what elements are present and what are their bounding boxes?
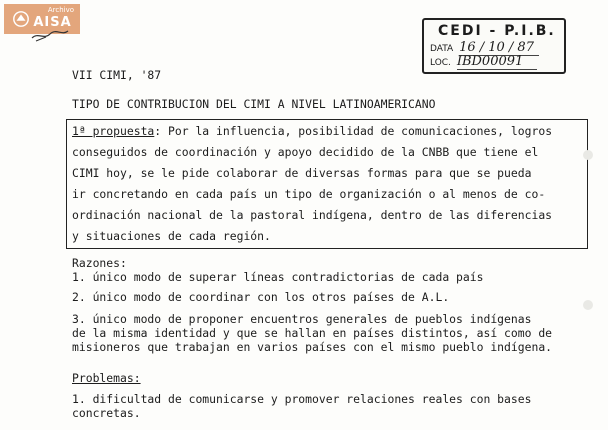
proposal-line: ir concretando en cada país un tipo de organización o al menos de co-: [72, 187, 546, 201]
punch-hole-mark: [583, 150, 593, 160]
problemas-item: 1. dificultad de comunicarse y promover relaciones reales con bases: [72, 392, 532, 406]
proposal-line: CIMI hoy, se le pide colaborar de diversas formas para que se pueda: [72, 166, 532, 180]
proposal-line: [72, 124, 552, 138]
stamp-loc-label: LOC.: [430, 58, 451, 68]
razones-item: misioneros que trabajan en varios países con el mismo pueblo indígena.: [72, 340, 553, 354]
stamp-date-value: 16 / 10 / 87: [459, 40, 539, 56]
logo-small-text: Archivo: [47, 6, 74, 14]
stamp-loc-row: [430, 54, 537, 70]
document-header-line: VII CIMI, '87: [72, 68, 162, 82]
razones-item: de la misma identidad y que se hallan en países distintos, así como de: [72, 326, 553, 340]
handwritten-mark-icon: [30, 28, 70, 42]
razones-item: 3. único modo de proponer encuentros generales de pueblos indígenas: [72, 312, 532, 326]
proposal-line: ordinación nacional de la pastoral indígena, dentro de las diferencias: [72, 208, 553, 222]
razones-item: 1. único modo de superar líneas contradictorias de cada país: [72, 270, 484, 284]
stamp-title: CEDI - P.I.B.: [438, 23, 556, 39]
proposal-line: y situaciones de cada región.: [72, 229, 271, 243]
razones-item: 2. único modo de coordinar con los otros países de A.L.: [72, 290, 450, 304]
punch-hole-mark: [583, 300, 593, 310]
problemas-title: Problemas:: [72, 371, 141, 385]
stamp-date-label: DATA: [430, 44, 454, 54]
stamp-loc-value: IBD00091: [457, 54, 537, 70]
archive-stamp: [422, 18, 566, 74]
problemas-item: concretas.: [72, 406, 141, 420]
archive-logo-icon: [12, 10, 30, 28]
proposal-line-text: : Por la influencia, posibilidad de comunicaciones, logros: [154, 124, 553, 138]
razones-title: Razones:: [72, 256, 127, 270]
document-title: TIPO DE CONTRIBUCION DEL CIMI A NIVEL LATINOAMERICANO: [72, 97, 436, 111]
logo-big-text: AISA: [33, 14, 72, 30]
proposal-line: conseguidos de coordinación y apoyo decidido de la CNBB que tiene el: [72, 145, 539, 159]
proposal-label: 1ª propuesta: [72, 124, 155, 138]
